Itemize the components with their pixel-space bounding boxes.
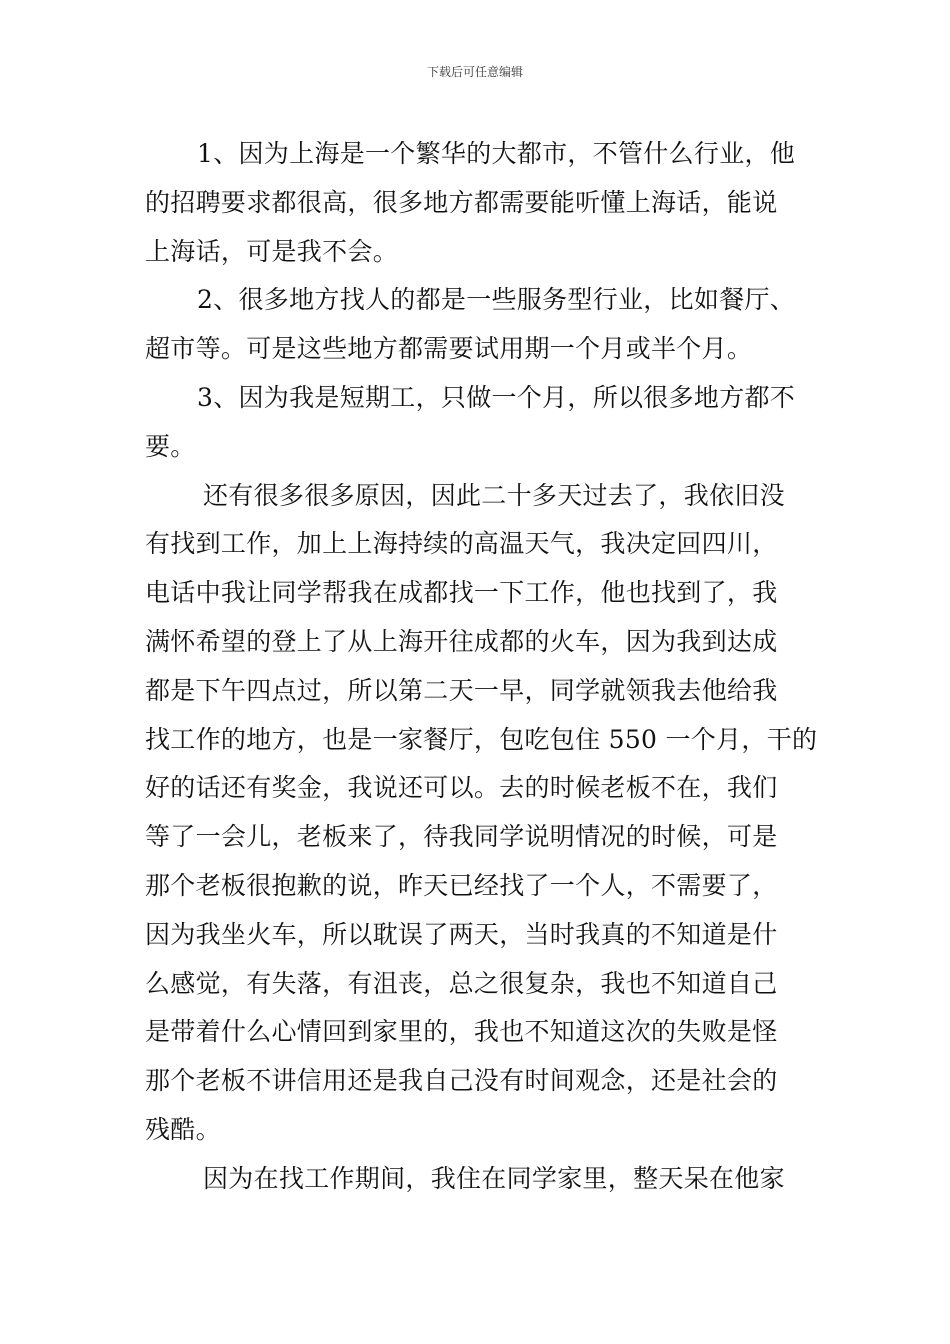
body-text	[145, 130, 818, 1204]
text-line: 电话中我让同学帮我在成都找一下工作，他也找到了，我	[145, 578, 778, 608]
text-line: 都是下午四点过，所以第二天一早，同学就领我去他给我	[145, 675, 778, 705]
text-line: 那个老板很抱歉的说，昨天已经找了一个人，不需要了，	[145, 870, 778, 900]
text-line: 上海话，可是我不会。	[145, 236, 399, 266]
text-line: 残酷。	[145, 1114, 221, 1144]
text-line: 的招聘要求都很高，很多地方都需要能听懂上海话，能说	[145, 187, 778, 217]
text-line: 3、因为我是短期工，只做一个月，所以很多地方都不	[197, 382, 796, 412]
text-line: 满怀希望的登上了从上海开往成都的火车，因为我到达成	[145, 626, 778, 656]
page-header: 下载后可任意编辑	[426, 65, 523, 79]
text-line: 是带着什么心情回到家里的，我也不知道这次的失败是怪	[145, 1017, 778, 1047]
text-line: 好的话还有奖金，我说还可以。去的时候老板不在，我们	[145, 773, 778, 803]
text-line: 要。	[145, 431, 196, 461]
text-line: 因为我坐火车，所以耽误了两天，当时我真的不知道是什	[145, 919, 778, 949]
text-line: 找工作的地方，也是一家餐厅，包吃包住 550 一个月，干的	[145, 724, 818, 754]
text-line: 那个老板不讲信用还是我自己没有时间观念，还是社会的	[145, 1066, 778, 1096]
text-line: 超市等。可是这些地方都需要试用期一个月或半个月。	[145, 334, 753, 364]
text-line: 还有很多很多原因，因此二十多天过去了，我依旧没	[203, 480, 785, 510]
text-line: 等了一会儿，老板来了，待我同学说明情况的时候，可是	[145, 822, 778, 852]
text-line: 因为在找工作期间，我住在同学家里，整天呆在他家	[203, 1163, 785, 1193]
text-line: 么感觉，有失落，有沮丧，总之很复杂，我也不知道自己	[145, 968, 778, 998]
text-line: 有找到工作，加上上海持续的高温天气，我决定回四川，	[145, 529, 778, 559]
text-line: 2、很多地方找人的都是一些服务型行业，比如餐厅、	[197, 285, 796, 315]
text-line: 1、因为上海是一个繁华的大都市，不管什么行业，他	[197, 139, 796, 168]
